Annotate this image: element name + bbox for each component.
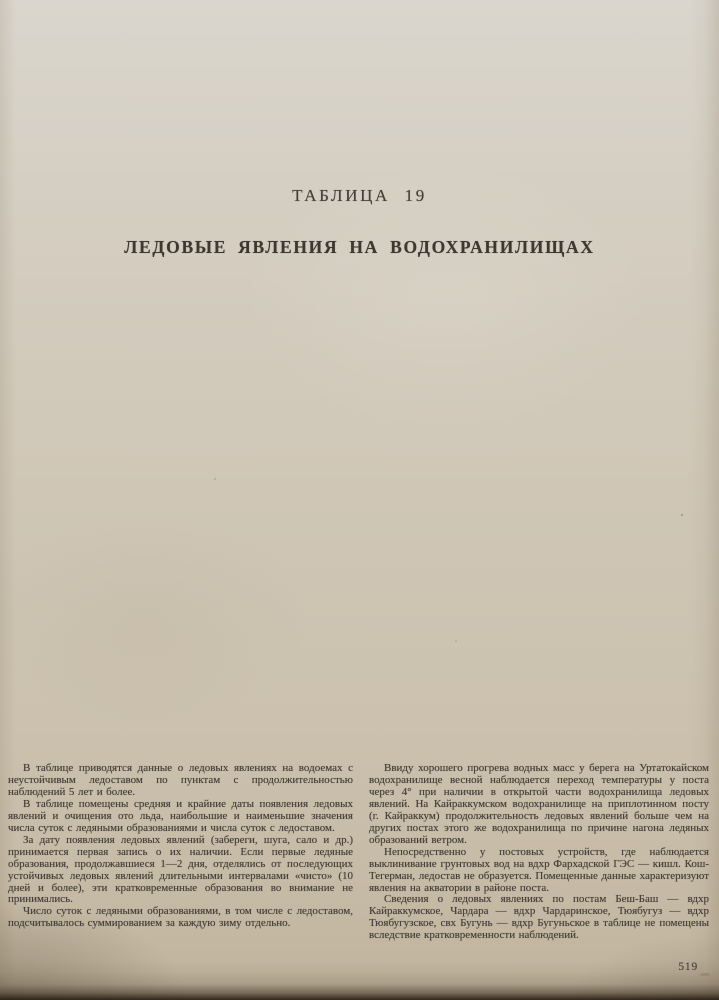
paragraph: В таблице приводятся данные о ледовых явлениях на водоемах с неустойчивым ледоставом по пунктам с продолжительностью наблюдений 5 лет и более. — [8, 762, 353, 798]
paper-speck — [455, 640, 457, 642]
paragraph: Ввиду хорошего прогрева водных масс у берега на Уртатокайском водохранилище весной наблюдается переход температуры у поста через 4° при наличии в открытой части водохранилища ледовых явлений. На Кайраккумском водохранилище на приплотинном посту (г. Кайраккум) продолжительность ледовых явлений больше чем на других постах этого же водохранилища по причине нагона ледяных образований ветром. — [369, 762, 709, 846]
paragraph: Число суток с ледяными образованиями, в том числе с ледоставом, подсчитывалось суммированием за каждую зиму отдельно. — [8, 905, 353, 930]
paragraph: Непосредственно у постовых устройств, где наблюдается выклинивание грунтовых вод на вдхр Фархадской ГЭС — кишл. Кош-Тегерман, ледостав не образуется. Помещенные данные характеризуют явления на акватории в районе поста. — [369, 845, 709, 894]
text-column-right — [369, 763, 709, 942]
table-label: ТАБЛИЦА 19 — [292, 186, 427, 205]
text-column-left — [8, 763, 353, 942]
page-title: ЛЕДОВЫЕ ЯВЛЕНИЯ НА ВОДОХРАНИЛИЩАХ — [124, 237, 595, 257]
paper-speck — [681, 514, 683, 516]
paragraph: За дату появления ледовых явлений (забереги, шуга, сало и др.) принимается первая запись о их наличии. Если первые ледяные образования, продолжавшиеся 1—2 дня, отделялись от последующих устойчивых ледовых явлений длительными интервалами «чисто» (10 дней и более), эти кратковременные образования во внимание не принимались. — [8, 833, 353, 906]
paper-speck — [214, 478, 216, 480]
paragraph: Сведения о ледовых явлениях по постам Беш-Баш — вдхр Кайраккумское, Чардара — вдхр Чардаринское, Тюябугуз — вдхр Тюябугузское, свх Бугунь — вдхр Бугуньское в таблице не помещены вследствие кратковременности наблюдений. — [369, 893, 709, 942]
paper-smudge — [700, 973, 710, 976]
paragraph: В таблице помещены средняя и крайние даты появления ледовых явлений и очищения ото льда, наибольшие и наименьшие значения числа суток с ледяными образованиями и числа суток с ледоставом. — [8, 797, 353, 834]
body-text — [8, 763, 709, 942]
page-number: 519 — [678, 961, 698, 973]
